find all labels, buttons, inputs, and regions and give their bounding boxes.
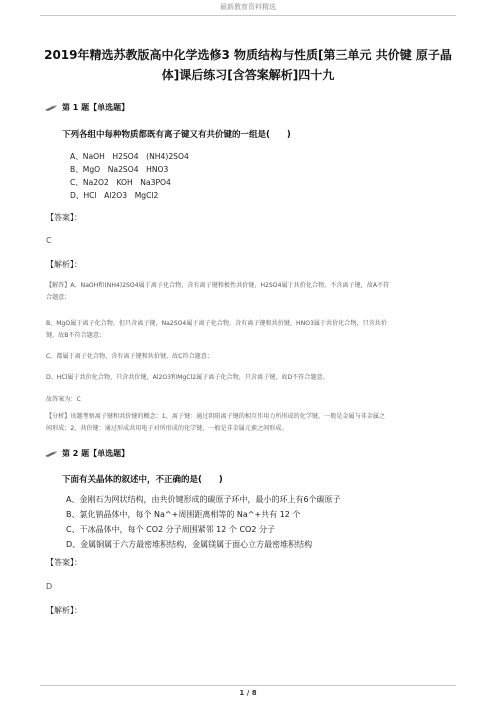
page-header: 最新教育资料精选 [220,3,276,11]
q1-option-d: D、HCl Al2O3 MgCl2 [70,191,159,200]
q1-analysis-line-3: B、MgO属于离子化合物，但只含离子键，Na2SO4属于离子化合物，含有离子键和共价键，HNO3属于共价化合物，只含共价 [46,320,387,327]
q1-analysis-line-2: 合题意； [46,294,71,301]
q2-answer: D [46,582,53,591]
q1-analysis-line-1: 【解答】A、NaOH和(NH4)2SO4属于离子化合物，含有离子键和极性共价键，H2SO4属于共价化合物，不含离子键，故A不符 [46,282,390,289]
q1-analysis-label: 【解析】： [46,260,82,269]
q1-option-c: C、Na2O2 KOH Na3PO4 [70,178,171,187]
question-1-label: 第 1 题【单选题】 [62,103,130,112]
header-divider [40,15,456,16]
q2-option-a: A、金刚石为网状结构，由共价键形成的碳原子环中，最小的环上有6个碳原子 [66,495,341,504]
q1-analysis-line-5: C、都属于离子化合物，含有离子键和共价键，故C符合题意； [46,353,213,360]
q2-option-b: B、氯化钠晶体中，每个 Na^+周围距离相等的 Na^+共有 12 个 [66,510,301,519]
q1-answer-label: 【答案】： [46,213,82,222]
page-number: 1 / 8 [239,689,257,697]
q2-analysis-label: 【解析】： [46,606,82,615]
q1-answer: C [46,236,52,245]
q1-analysis-line-8: 【分析】该题考察离子键和共价键的概念；1、离子键：通过阴阳离子键的相互作用力所形成的化学键，一般是金属与非金属之 [46,413,386,420]
q1-analysis-line-4: 键，故B不符合题意； [46,332,106,339]
q1-option-b: B、MgO Na2SO4 HNO3 [70,165,169,174]
document-title [40,45,456,85]
question-2-stem: 下面有关晶体的叙述中，不正确的是( ) [62,475,223,485]
q1-option-a: A、NaOH H2SO4 (NH4)2SO4 [70,152,189,161]
question-2-heading [44,448,129,459]
question-1-stem: 下列各组中每种物质都既有离子键又有共价键的一组是( ) [62,130,291,140]
question-2-label: 第 2 题【单选题】 [62,449,130,458]
pen-icon [44,450,58,458]
q2-option-c: C、干冰晶体中，每个 CO2 分子周围紧邻 12 个 CO2 分子 [66,525,275,534]
q2-option-d: D、金属铜属于六方最密堆积结构，金属镁属于面心立方最密堆积结构 [66,540,313,549]
q1-analysis-line-9: 间形成；2、共价键：通过形成共用电子对所形成的化学键，一般是非金属元素之间形成。 [46,425,288,432]
q1-analysis-line-7: 故答案为：C [46,396,81,403]
title-line-1: 2019年精选苏教版高中化学选修3 物质结构与性质[第三单元 共价键 原子晶 [44,48,452,62]
q2-answer-label: 【答案】： [46,558,82,567]
title-line-2: 体]课后练习[含答案解析]四十九 [161,68,335,82]
question-1-heading [44,102,129,113]
footer-divider [40,685,456,686]
pen-icon [44,104,58,112]
q1-analysis-line-6: D、HCl属于共价化合物，只含共价键，Al2O3和MgCl2属于离子化合物，只含离子键，故D不符合题意。 [46,374,329,381]
